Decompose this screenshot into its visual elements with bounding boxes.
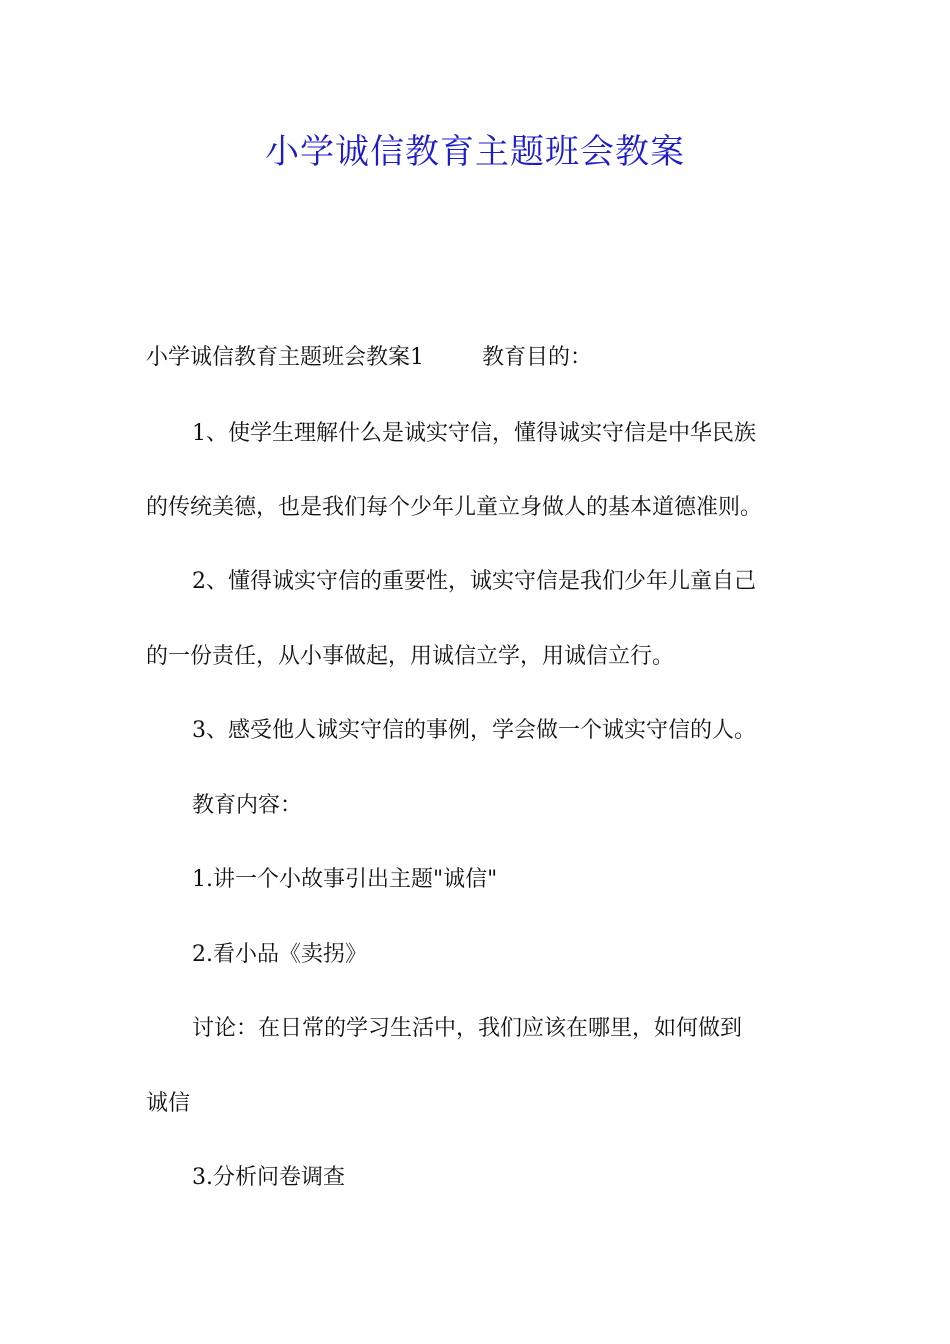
section-heading-line bbox=[146, 342, 826, 374]
paragraph-line: 2、懂得诚实守信的重要性，诚实守信是我们少年儿童自己 bbox=[192, 569, 756, 594]
paragraph-line: 1、使学生理解什么是诚实守信，懂得诚实守信是中华民族 bbox=[192, 421, 756, 446]
paragraph-line: 3、感受他人诚实守信的事例，学会做一个诚实守信的人。 bbox=[192, 718, 756, 743]
paragraph-line: 诚信 bbox=[146, 1091, 191, 1116]
paragraph-line: 1.讲一个小故事引出主题"诚信" bbox=[192, 867, 498, 892]
paragraph-line: 的传统美德，也是我们每个少年儿童立身做人的基本道德准则。 bbox=[146, 495, 763, 520]
paragraph-line: 讨论：在日常的学习生活中，我们应该在哪里，如何做到 bbox=[192, 1016, 743, 1041]
document-title: 小学诚信教育主题班会教案 bbox=[265, 132, 685, 172]
section-subheading: 教育目的： bbox=[482, 345, 593, 370]
paragraph-line: 3.分析问卷调查 bbox=[192, 1165, 345, 1190]
paragraph-line: 教育内容： bbox=[192, 793, 303, 818]
paragraph-line: 的一份责任，从小事做起，用诚信立学，用诚信立行。 bbox=[146, 644, 675, 669]
paragraph-line: 2.看小品《卖拐》 bbox=[192, 942, 367, 967]
section-heading: 小学诚信教育主题班会教案1 bbox=[146, 345, 424, 370]
